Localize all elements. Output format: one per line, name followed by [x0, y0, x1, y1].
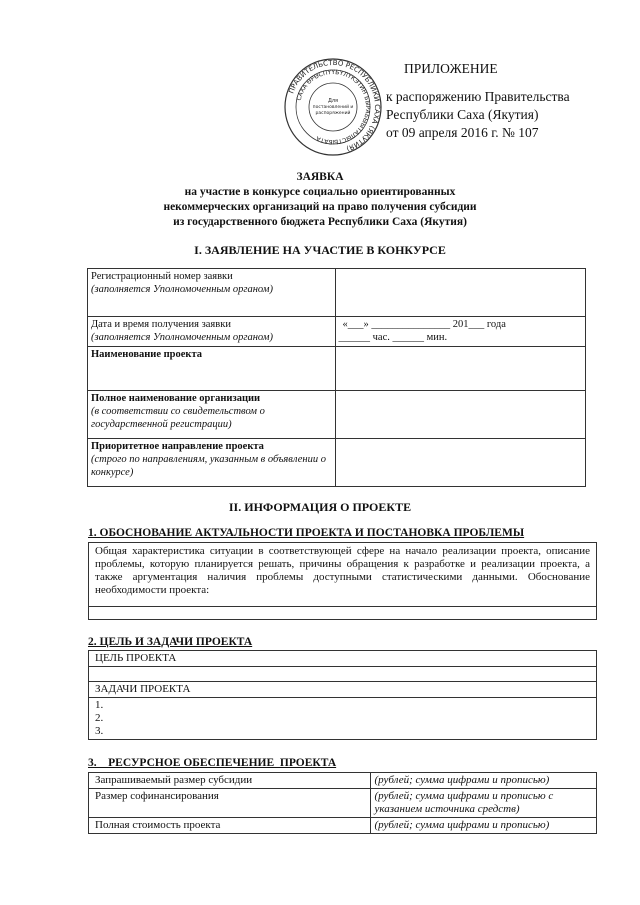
appendix-line-1: к распоряжению Правительства	[386, 89, 570, 104]
receipt-date-field[interactable]	[335, 317, 586, 347]
row-label: Наименование проекта	[91, 349, 203, 360]
row-note: (заполняется Уполномоченным органом)	[91, 284, 273, 295]
rationale-text: Общая характеристика ситуации в соответствующей сфере на начало реализации проекта, описание проблемы, которую планируется решать, причины обращения к разработке и реализации проекта, а также аргументация наличия проблемы доступными статистическими данными. Обоснование необходимости проекта:	[89, 543, 597, 607]
table-row	[88, 391, 586, 439]
task-item: 2.	[95, 712, 104, 724]
goal-field[interactable]	[89, 667, 597, 682]
table-row	[89, 543, 597, 607]
document-title: ЗАЯВКА	[296, 171, 344, 183]
document-title-block	[60, 170, 580, 230]
date-line: «___» _______________ 201___ года	[342, 319, 506, 330]
part-1-heading: 1. ОБОСНОВАНИЕ АКТУАЛЬНОСТИ ПРОЕКТА И ПОСТАНОВКА ПРОБЛЕМЫ	[88, 527, 525, 539]
subsidy-amount-field[interactable]: (рублей; сумма цифрами и прописью)	[371, 773, 597, 789]
tasks-field[interactable]	[89, 698, 597, 740]
row-label: Полное наименование организации	[91, 393, 261, 404]
seal-inner-text: САХА ӨРӨСПҮҮБҮЛҮКЭТИН БЫРАБЫЫТАЛЫСТЫБАТА	[295, 68, 372, 146]
seal-center-1: Для	[327, 98, 339, 104]
table-row	[88, 439, 586, 487]
priority-direction-field[interactable]	[335, 439, 586, 487]
project-name-field[interactable]	[335, 347, 586, 391]
row-note: (в соответствии со свидетельством о государственной регистрации)	[91, 406, 265, 430]
table-row	[89, 818, 597, 834]
total-cost-field[interactable]: (рублей; сумма цифрами и прописью)	[371, 818, 597, 834]
table-row	[89, 607, 597, 620]
table-row	[88, 317, 586, 347]
row-label: Дата и время получения заявки	[91, 319, 231, 330]
goal-label: ЦЕЛЬ ПРОЕКТА	[89, 651, 597, 667]
document-subtitle-3: из государственного бюджета Республики Саха (Якутия)	[173, 216, 467, 228]
row-label-cell	[88, 391, 336, 439]
appendix-line-3: от 09 апреля 2016 г. № 107	[386, 125, 539, 140]
section-1-title: I. ЗАЯВЛЕНИЕ НА УЧАСТИЕ В КОНКУРСЕ	[194, 243, 446, 257]
section-1-table	[87, 268, 586, 487]
row-label: Размер софинансирования	[89, 789, 371, 818]
row-label: Полная стоимость проекта	[89, 818, 371, 834]
table-row	[88, 347, 586, 391]
part-3-table	[88, 772, 597, 834]
table-row	[89, 667, 597, 682]
table-row	[89, 698, 597, 740]
registration-number-field[interactable]	[335, 269, 586, 317]
task-item: 1.	[95, 699, 104, 711]
seal-center-3: распоряжений	[315, 111, 351, 116]
seal-outer-text: ПРАВИТЕЛЬСТВО РЕСПУБЛИКИ САХА (ЯКУТИЯ)	[287, 58, 382, 153]
part-3-heading: 3. РЕСУРСНОЕ ОБЕСПЕЧЕНИЕ ПРОЕКТА	[88, 757, 337, 769]
appendix-title: ПРИЛОЖЕНИЕ	[404, 61, 498, 76]
task-item: 3.	[95, 725, 104, 737]
time-line: ______ час. ______ мин.	[338, 332, 448, 343]
table-row	[89, 789, 597, 818]
row-label-cell	[88, 269, 336, 317]
part-2-heading: 2. ЦЕЛЬ И ЗАДАЧИ ПРОЕКТА	[88, 636, 253, 648]
row-note: (заполняется Уполномоченным органом)	[91, 332, 273, 343]
organization-name-field[interactable]	[335, 391, 586, 439]
row-label: Запрашиваемый размер субсидии	[89, 773, 371, 789]
document-subtitle-1: на участие в конкурсе социально ориентированных	[184, 186, 456, 198]
table-row	[89, 651, 597, 667]
row-label-cell	[88, 347, 336, 391]
table-row	[89, 773, 597, 789]
table-row	[88, 269, 586, 317]
row-label-cell	[88, 317, 336, 347]
row-note: (строго по направлениям, указанным в объявлении о конкурсе)	[91, 454, 326, 478]
row-label-cell	[88, 439, 336, 487]
part-1-table	[88, 542, 597, 620]
seal-center-2: постановлений и	[312, 105, 354, 110]
part-2-table	[88, 650, 597, 740]
rationale-field[interactable]	[89, 607, 597, 620]
tasks-label: ЗАДАЧИ ПРОЕКТА	[89, 682, 597, 698]
appendix-block	[360, 60, 630, 142]
appendix-line-2: Республики Саха (Якутия)	[386, 107, 539, 122]
row-label: Приоритетное направление проекта	[91, 441, 264, 452]
table-row	[89, 682, 597, 698]
section-2-title: II. ИНФОРМАЦИЯ О ПРОЕКТЕ	[228, 500, 412, 514]
document-subtitle-2: некоммерческих организаций на право получения субсидии	[163, 201, 477, 213]
cofinancing-field[interactable]: (рублей; сумма цифрами и прописью с указанием источника средств)	[371, 789, 597, 818]
row-label: Регистрационный номер заявки	[91, 271, 233, 282]
